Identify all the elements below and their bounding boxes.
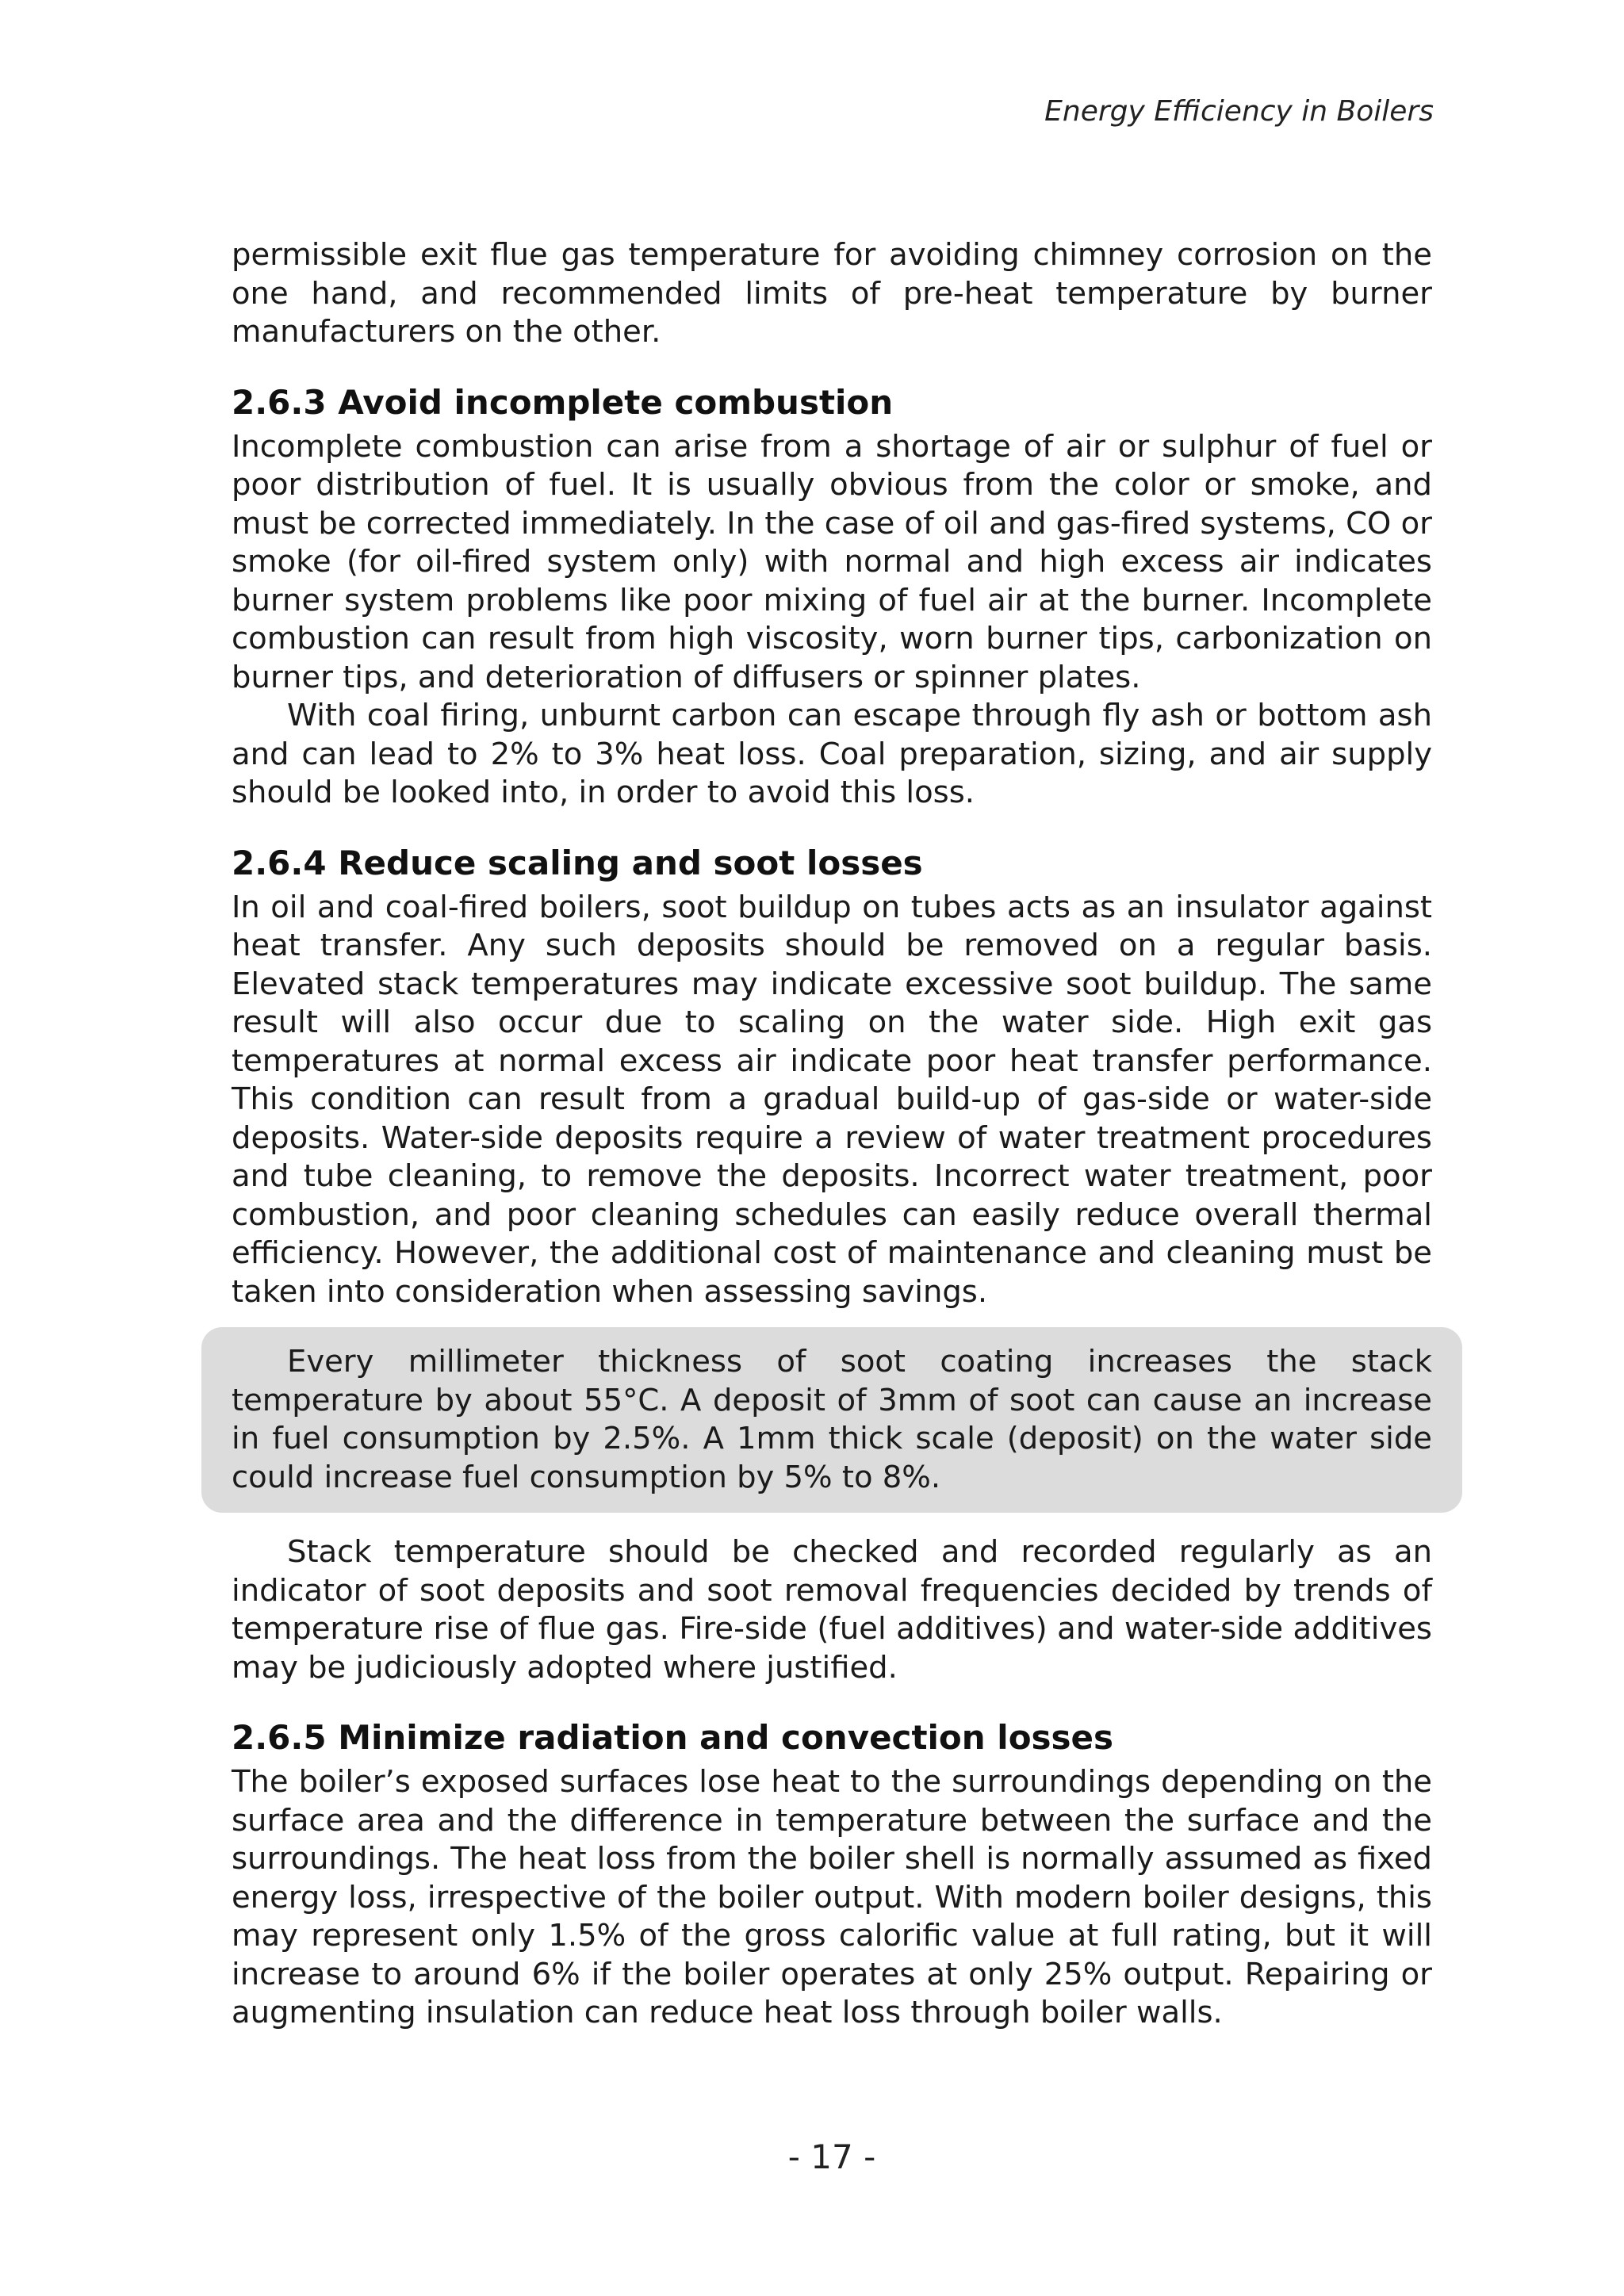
callout-text: Every millimeter thickness of soot coating increases the stack temperature by about 55°C. A deposit of 3mm of soot can cause an increase in fuel consumption by 2.5%. A 1mm thick scale (deposit) on the water side could increase fuel consumption by 5% to 8%. — [232, 1344, 1432, 1495]
intro-paragraph: permissible exit flue gas temperature for avoiding chimney corrosion on the one hand, and recommended limits of pre-heat temperature by burner manufacturers on the other. — [232, 237, 1432, 350]
body-paragraph: The boiler’s exposed surfaces lose heat to the surroundings depending on the surface area and the difference in temperature between the surface and the surroundings. The heat loss from the boiler shell is normally assumed as fixed energy loss, irrespective of the boiler output. With modern boiler designs, this may represent only 1.5% of the gross calorific value at full rating, but it will increase to around 6% if the boiler operates at only 25% output. Repairing or augmenting insulation can reduce heat loss through boiler walls. — [232, 1764, 1432, 2030]
highlight-callout-box — [201, 1327, 1462, 1513]
page-body — [232, 236, 1432, 2033]
section-2-6-5 — [232, 1717, 1432, 2033]
section-heading: 2.6.5 Minimize radiation and convection losses — [232, 1718, 1114, 1757]
section-2-6-3 — [232, 382, 1432, 813]
body-paragraph: Incomplete combustion can arise from a shortage of air or sulphur of fuel or poor distribution of fuel. It is usually obvious from the color or smoke, and must be corrected immediately. In the case of oil and gas-fired systems, CO or smoke (for oil-fired system only) with normal and high excess air indicates burner system problems like poor mixing of fuel air at the burner. Incomplete combustion can result from high viscosity, worn burner tips, carbonization on burner tips, and deterioration of diffusers or spinner plates. — [232, 428, 1432, 695]
section-heading: 2.6.3 Avoid incomplete combustion — [232, 382, 894, 422]
body-paragraph: Stack temperature should be checked and recorded regularly as an indicator of soot deposits and soot removal frequencies decided by trends of temperature rise of flue gas. Fire-side (fuel additives) and water-side additives may be judiciously adopted where justified. — [232, 1534, 1432, 1686]
section-heading: 2.6.4 Reduce scaling and soot losses — [232, 843, 923, 882]
section-2-6-4 — [232, 843, 1432, 1688]
body-paragraph: With coal firing, unburnt carbon can escape through fly ash or bottom ash and can lead to 2% to 3% heat loss. Coal preparation, sizing, and air supply should be looked into, in order to avoid this loss. — [232, 698, 1432, 810]
running-header: Energy Efficiency in Boilers — [1044, 95, 1434, 128]
body-paragraph: In oil and coal-fired boilers, soot buildup on tubes acts as an insulator against heat transfer. Any such deposits should be removed on a regular basis. Elevated stack temperatures may indicate excessive soot buildup. The same result will also occur due to scaling on the water side. High exit gas temperatures at normal excess air indicate poor heat transfer performance. This condition can result from a gradual build-up of gas-side or water-side deposits. Water-side deposits require a review of water treatment procedures and tube cleaning, to remove the deposits. Incorrect water treatment, poor combustion, and poor cleaning schedules can easily reduce overall thermal efficiency. However, the additional cost of maintenance and cleaning must be taken into consideration when assessing savings. — [232, 889, 1432, 1310]
page-number: - 17 - — [787, 2137, 876, 2176]
